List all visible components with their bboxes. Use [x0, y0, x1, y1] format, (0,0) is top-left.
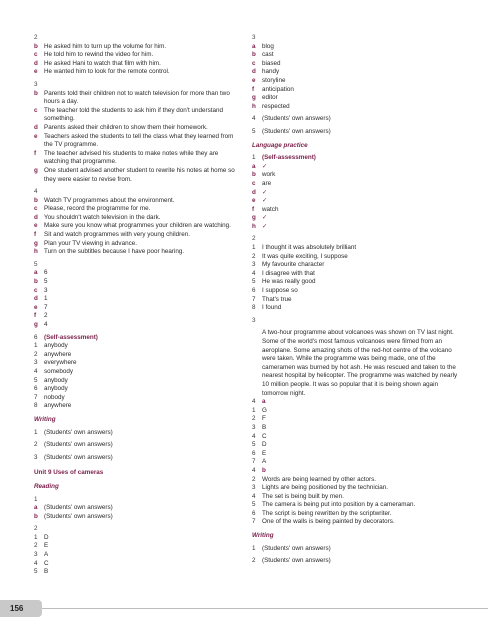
- answer-line: [34, 560, 240, 569]
- answer-label: 2: [34, 350, 38, 358]
- exercise-number: 6: [34, 333, 38, 341]
- answer-line: [252, 493, 462, 502]
- answer-label: d: [34, 213, 38, 221]
- answer-label: e: [34, 132, 38, 140]
- answer-text: My favourite character: [262, 261, 325, 269]
- answer-line: [252, 501, 462, 510]
- answer-label: 3: [252, 261, 256, 269]
- answer-line: [34, 197, 240, 206]
- answer-label: c: [34, 51, 38, 59]
- answer-label: b: [34, 278, 38, 286]
- answer-text: b: [262, 466, 266, 474]
- answer-line: [252, 407, 462, 416]
- answer-text: anybody: [44, 376, 68, 384]
- section-heading: Writing: [252, 532, 274, 540]
- answer-line: [34, 231, 240, 240]
- answer-label: e: [34, 68, 38, 76]
- answer-label: 3: [252, 484, 256, 492]
- answer-label: 3: [34, 453, 38, 461]
- answer-text: storyline: [262, 76, 286, 84]
- answer-line: [252, 450, 462, 459]
- answer-text: everywhere: [44, 359, 77, 367]
- answer-label: 4: [252, 269, 256, 277]
- answer-label: 4: [252, 398, 256, 406]
- answer-line: [252, 43, 462, 52]
- answer-text: I found: [262, 304, 282, 312]
- answer-text: Please, record the programme for me.: [44, 205, 151, 213]
- answer-text: Plan your TV viewing in advance.: [44, 239, 137, 247]
- answer-text: (Students' own answers): [44, 441, 113, 449]
- exercise-number: 2: [34, 34, 38, 41]
- answer-label: 4: [252, 432, 256, 440]
- answer-label: 8: [34, 402, 38, 410]
- answer-label: 5: [34, 376, 38, 384]
- answer-label: 3: [34, 359, 38, 367]
- answer-line: [252, 214, 462, 223]
- answer-label: 4: [34, 367, 38, 375]
- answer-label: 6: [252, 509, 256, 517]
- answer-text: C: [44, 559, 49, 567]
- answer-text: 4: [44, 321, 48, 328]
- answer-text: I suppose so: [262, 287, 298, 295]
- exercise-heading: [252, 154, 462, 163]
- answer-line: [34, 312, 240, 321]
- answer-line: [34, 304, 240, 313]
- answer-text: B: [44, 568, 49, 576]
- answer-label: b: [252, 51, 256, 59]
- answer-label: 1: [252, 244, 256, 252]
- answer-text: Lights are being positioned by the technician.: [262, 484, 389, 492]
- answer-text: 2: [44, 312, 48, 320]
- answer-line: [252, 206, 462, 215]
- exercise-number: 3: [252, 34, 256, 41]
- answer-line: [34, 150, 240, 167]
- answer-line: [252, 476, 462, 485]
- answer-label: 2: [34, 542, 38, 550]
- answer-text: I disagree with that: [262, 269, 315, 277]
- answer-line: [252, 458, 462, 467]
- answer-line: [34, 60, 240, 69]
- answer-label: 3: [34, 551, 38, 559]
- answer-line: [252, 287, 462, 296]
- answer-label: b: [34, 512, 38, 520]
- answer-line: [252, 60, 462, 69]
- answer-line: [252, 467, 462, 476]
- answer-label: g: [34, 166, 38, 174]
- answer-text: 7: [44, 303, 48, 311]
- answer-text: anticipation: [262, 85, 294, 93]
- answer-line: [34, 359, 240, 368]
- answer-line: [34, 205, 240, 214]
- answer-text: a: [262, 398, 266, 406]
- answer-line: [34, 429, 240, 438]
- answer-label: 5: [252, 441, 256, 449]
- answer-text: anywhere: [44, 402, 72, 410]
- answer-label: e: [34, 222, 38, 230]
- answer-line: [34, 90, 240, 107]
- answer-label: g: [34, 321, 38, 328]
- answer-text: (Students' own answers): [262, 127, 331, 135]
- answer-label: 1: [34, 428, 38, 436]
- answer-paragraph: A two-hour programme about volcanoes was shown on TV last night. Some of the world's most famous volcanoes were filmed from an aeroplane. Some amazing shots of the red-hot centre of the volcano were taken. While the programme was being made, one of the cameramen was burned by hot ash. He was rescued and taken to the nearest hospital by helicopter. The programme was watched by nearly 10 million people. It was so popular that it is being shown again tomorrow night.: [262, 329, 458, 397]
- answer-label: g: [252, 94, 256, 102]
- answer-text: He asked him to turn up the volume for him.: [44, 42, 167, 50]
- answer-line: [34, 278, 240, 287]
- answer-line: [34, 542, 240, 551]
- answer-text: Words are being learned by other actors.: [262, 475, 376, 483]
- answer-line: [252, 296, 462, 305]
- answer-line: [252, 77, 462, 86]
- answer-label: b: [34, 42, 38, 50]
- answer-text: The script is being rewritten by the scriptwriter.: [262, 509, 392, 517]
- answer-text: D: [44, 533, 49, 541]
- answer-label: b: [34, 89, 38, 97]
- answer-line: [252, 128, 462, 137]
- answer-line: [34, 222, 240, 231]
- answer-label: e: [252, 197, 256, 205]
- exercise-number: 5: [34, 260, 38, 268]
- answer-text: One student advised another student to rewrite his notes at home so they were easier to revise from.: [44, 166, 235, 183]
- answer-line: [252, 441, 462, 450]
- answer-line: [34, 351, 240, 360]
- answer-line: [34, 402, 240, 411]
- answer-text: 6: [44, 269, 48, 277]
- answer-text: Watch TV programmes about the environment.: [44, 196, 175, 204]
- bottom-rule: [0, 608, 488, 609]
- section-heading: Language practice: [252, 141, 308, 149]
- answer-line: [34, 167, 240, 184]
- answer-label: 4: [34, 559, 38, 567]
- answer-text: I thought it was absolutely brilliant: [262, 244, 357, 252]
- answer-label: 8: [252, 304, 256, 312]
- answer-label: e: [252, 76, 256, 84]
- answer-label: 2: [252, 475, 256, 483]
- answer-text: (Students' own answers): [44, 512, 113, 520]
- answer-line: [34, 321, 240, 330]
- answer-line: [252, 189, 462, 198]
- answer-text: work: [262, 171, 276, 179]
- answer-text: biased: [262, 59, 281, 67]
- answer-text: E: [44, 542, 49, 550]
- answer-label: 7: [252, 518, 256, 526]
- answer-line: [252, 557, 462, 566]
- answer-line: [252, 180, 462, 189]
- answer-text: are: [262, 179, 272, 187]
- answer-line: [34, 124, 240, 133]
- answer-label: f: [252, 85, 255, 93]
- answer-label: 7: [252, 295, 256, 303]
- answer-line: [252, 51, 462, 60]
- answer-label: c: [252, 179, 256, 187]
- answer-text: Teachers asked the students to tell the class what they learned from the TV programme.: [44, 132, 234, 149]
- answer-line: [34, 441, 240, 450]
- answer-text: handy: [262, 68, 280, 76]
- answer-text: B: [262, 423, 267, 431]
- answer-line: [252, 223, 462, 232]
- answer-label: a: [34, 504, 38, 512]
- answer-line: [34, 534, 240, 543]
- answer-label: 7: [252, 458, 256, 466]
- answer-text: A: [44, 551, 49, 559]
- answer-text: He asked Hani to watch that film with him.: [44, 59, 161, 67]
- answer-label: g: [252, 214, 256, 222]
- answer-line: [252, 433, 462, 442]
- answer-line: [34, 551, 240, 560]
- answer-text: G: [262, 406, 267, 414]
- answer-text: It was quite exciting, I suppose: [262, 252, 348, 260]
- answer-text: nobody: [44, 393, 65, 401]
- answer-label: 1: [252, 406, 256, 414]
- answer-label: f: [34, 231, 37, 239]
- answer-label: 2: [34, 441, 38, 449]
- answer-text: somebody: [44, 367, 74, 375]
- answer-line: [34, 269, 240, 278]
- answer-label: d: [34, 123, 38, 131]
- answer-text: C: [262, 432, 267, 440]
- exercise-number: 1: [252, 154, 256, 162]
- answer-label: b: [34, 196, 38, 204]
- answer-label: 5: [34, 568, 38, 576]
- answer-label: 4: [252, 492, 256, 500]
- answer-text: (Students' own answers): [262, 557, 331, 565]
- answer-label: d: [34, 295, 38, 303]
- answer-label: 1: [252, 544, 256, 552]
- answer-label: 1: [34, 533, 38, 541]
- answer-label: b: [252, 171, 256, 179]
- answer-label: h: [252, 102, 256, 110]
- answer-label: f: [34, 149, 37, 157]
- exercise-number: 4: [34, 188, 38, 196]
- answer-line: [34, 51, 240, 60]
- answer-line: [252, 415, 462, 424]
- answer-line: [34, 133, 240, 150]
- answer-label: d: [252, 188, 256, 196]
- answer-text: 3: [44, 286, 48, 294]
- answer-label: c: [252, 59, 256, 67]
- answer-line: [252, 545, 462, 554]
- answer-text: The camera is being put into position by a cameraman.: [262, 501, 416, 509]
- answer-label: 5: [252, 501, 256, 509]
- answer-line: [34, 394, 240, 403]
- answer-line: [34, 287, 240, 296]
- self-assessment-label: (Self-assessment): [44, 333, 98, 341]
- check-mark-icon: ✓: [262, 162, 268, 170]
- answer-line: [34, 377, 240, 386]
- answer-text: The teacher advised his students to make notes while they are watching that programme.: [44, 149, 219, 166]
- answer-line: [252, 424, 462, 433]
- answer-text: (Students' own answers): [44, 453, 113, 461]
- answer-text: A: [262, 458, 267, 466]
- answer-line: [252, 253, 462, 262]
- answer-text: anybody: [44, 342, 68, 350]
- answer-line: [252, 270, 462, 279]
- answer-text: D: [262, 441, 267, 449]
- exercise-number: 3: [34, 80, 38, 88]
- answer-text: The teacher told the students to ask him if they don't understand something.: [44, 106, 224, 123]
- answer-text: Parents asked their children to show them their homework.: [44, 123, 208, 131]
- answer-text: He was really good: [262, 278, 316, 286]
- section-heading: Reading: [34, 482, 59, 490]
- answer-label: 1: [34, 342, 38, 350]
- section-heading: Writing: [34, 415, 56, 423]
- answer-text: He told him to rewind the video for him.: [44, 51, 154, 59]
- answer-line: [34, 568, 240, 577]
- answer-label: 6: [252, 287, 256, 295]
- answer-text: Parents told their children not to watch television for more than two hours a day.: [44, 89, 230, 106]
- answer-label: h: [252, 222, 256, 230]
- answer-line: [34, 295, 240, 304]
- answer-label: 2: [252, 252, 256, 260]
- answer-label: d: [34, 59, 38, 67]
- answer-text: editor: [262, 94, 278, 102]
- answer-line: [34, 214, 240, 223]
- answer-label: c: [34, 205, 38, 213]
- check-mark-icon: ✓: [262, 214, 268, 222]
- answer-line: [252, 163, 462, 172]
- answer-label: e: [34, 303, 38, 311]
- unit-title: Unit 9 Uses of cameras: [34, 469, 104, 477]
- answer-text: watch: [262, 205, 279, 213]
- exercise-number: 2: [252, 235, 256, 243]
- answer-line: [252, 398, 462, 407]
- answer-line: [34, 68, 240, 77]
- answer-line: [34, 248, 240, 257]
- answer-label: a: [252, 162, 256, 170]
- answer-label: 4: [252, 466, 256, 474]
- check-mark-icon: ✓: [262, 222, 268, 230]
- check-mark-icon: ✓: [262, 188, 268, 196]
- answer-label: 3: [252, 423, 256, 431]
- answer-text: E: [262, 449, 267, 457]
- answer-label: f: [34, 312, 37, 320]
- answer-line: [252, 510, 462, 519]
- answer-label: 5: [252, 127, 256, 135]
- exercise-number: 1: [34, 495, 38, 503]
- answer-line: [252, 261, 462, 270]
- answer-line: [252, 171, 462, 180]
- answer-text: (Students' own answers): [44, 428, 113, 436]
- answer-label: a: [34, 269, 38, 277]
- answer-label: 2: [252, 415, 256, 423]
- answer-label: 5: [252, 278, 256, 286]
- answer-line: [34, 513, 240, 522]
- answer-text: Make sure you know what programmes your children are watching.: [44, 222, 231, 230]
- answer-text: (Students' own answers): [262, 115, 331, 123]
- answer-line: [34, 43, 240, 52]
- answer-text: cast: [262, 51, 274, 59]
- answer-line: [34, 107, 240, 124]
- answer-text: He wanted him to look for the remote control.: [44, 68, 170, 76]
- answer-line: [252, 484, 462, 493]
- answer-label: c: [34, 286, 38, 294]
- right-column: [252, 34, 462, 566]
- answer-label: c: [34, 106, 38, 114]
- answer-line: [252, 86, 462, 95]
- answer-text: That's true: [262, 295, 292, 303]
- exercise-heading: [34, 334, 240, 343]
- answer-label: a: [252, 42, 256, 50]
- answer-line: [34, 504, 240, 513]
- answer-line: [34, 368, 240, 377]
- exercise-number: 3: [252, 316, 256, 324]
- answer-text: You shouldn't watch television in the dark.: [44, 213, 161, 221]
- answer-text: Turn on the subtitles because I have poor hearing.: [44, 248, 185, 256]
- answer-text: blog: [262, 42, 274, 50]
- answer-line: [252, 304, 462, 313]
- answer-line: [252, 244, 462, 253]
- answer-label: f: [252, 205, 255, 213]
- exercise-number: 2: [34, 525, 38, 533]
- answer-line: [34, 454, 240, 463]
- answer-label: 6: [252, 449, 256, 457]
- answer-label: d: [252, 68, 256, 76]
- answer-line: [252, 518, 462, 527]
- answer-line: [34, 240, 240, 249]
- self-assessment-label: (Self-assessment): [262, 154, 316, 162]
- answer-line: [34, 342, 240, 351]
- answer-label: h: [34, 248, 38, 256]
- answer-label: g: [34, 239, 38, 247]
- answer-text: (Students' own answers): [44, 504, 113, 512]
- answer-line: [252, 94, 462, 103]
- answer-text: One of the walls is being painted by decorators.: [262, 518, 395, 526]
- answer-label: 7: [34, 393, 38, 401]
- answer-text: F: [262, 415, 266, 423]
- answer-line: [252, 115, 462, 124]
- left-column: [34, 34, 240, 577]
- answer-line: [252, 103, 462, 112]
- page-number: 156: [10, 604, 24, 613]
- check-mark-icon: ✓: [262, 197, 268, 205]
- answer-text: 5: [44, 278, 48, 286]
- answer-line: [34, 385, 240, 394]
- answer-label: 2: [252, 557, 256, 565]
- answer-label: 6: [34, 385, 38, 393]
- answer-line: [252, 278, 462, 287]
- answer-text: The set is being built by men.: [262, 492, 344, 500]
- answer-line: [252, 68, 462, 77]
- answer-text: respected: [262, 102, 290, 110]
- answer-text: anywhere: [44, 350, 72, 358]
- answer-text: Sit and watch programmes with very young children.: [44, 231, 190, 239]
- answer-label: 4: [252, 115, 256, 123]
- answer-text: 1: [44, 295, 48, 303]
- answer-line: [252, 197, 462, 206]
- answer-text: (Students' own answers): [262, 544, 331, 552]
- answer-text: anybody: [44, 385, 68, 393]
